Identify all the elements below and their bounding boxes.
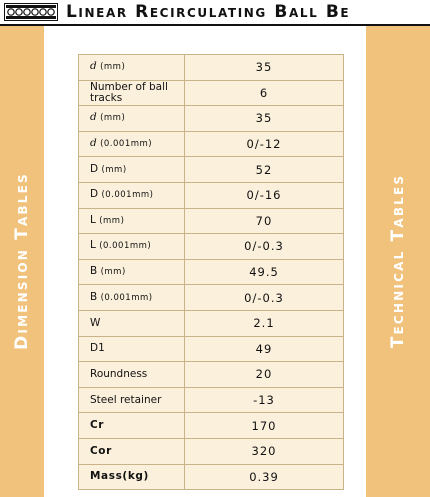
table-row [79,106,344,132]
table-row [79,208,344,234]
row-unit: (mm) [100,62,126,73]
row-label: Roundness [90,367,148,380]
row-value: 0/-0.3 [185,234,344,260]
row-value: 49 [185,336,344,362]
row-label: Steel retainer [90,393,162,406]
table-row [79,259,344,285]
row-label: Cr [90,419,105,432]
row-label-cell [79,310,185,336]
row-unit: (mm) [100,113,126,124]
row-value: 0/-0.3 [185,285,344,311]
table-row [79,80,344,106]
row-value: 0/-12 [185,131,344,157]
row-value: 2.1 [185,310,344,336]
row-label: D [90,188,99,201]
row-label-cell [79,131,185,157]
row-unit: (0.001mm) [100,139,153,150]
technical-tables-label: Technical Tables [388,173,408,349]
row-label-cell [79,336,185,362]
row-label-cell [79,80,185,106]
row-label-cell [79,208,185,234]
table-row [79,157,344,183]
row-value: 0.39 [185,464,344,490]
row-label-cell [79,55,185,81]
row-label: W [90,316,101,329]
row-unit: (mm) [101,164,127,175]
row-label: B [90,290,98,303]
row-unit: (0.001mm) [100,292,153,303]
table-row [79,285,344,311]
row-label-cell [79,387,185,413]
row-label-cell [79,438,185,464]
row-label: L [90,213,96,226]
table-row [79,362,344,388]
row-label-cell [79,234,185,260]
left-side-panel [0,26,44,497]
dimension-tables-label: Dimension Tables [12,172,32,350]
right-side-panel [366,26,430,497]
row-label-cell [79,182,185,208]
table-row [79,182,344,208]
dimension-table [78,54,344,490]
row-value: 20 [185,362,344,388]
row-label: L [90,239,96,252]
row-label: Number of ball tracks [90,80,168,104]
row-value: 320 [185,438,344,464]
ball-bearing-logo-icon [4,3,58,21]
table-row [79,131,344,157]
row-label-cell [79,157,185,183]
row-label-cell [79,106,185,132]
table-row [79,310,344,336]
row-label: Cor [90,444,112,457]
row-label: B [90,265,98,278]
row-value: 170 [185,413,344,439]
table-row [79,336,344,362]
dimension-table-container [78,54,344,490]
table-row [79,55,344,81]
row-label: D [90,162,99,175]
row-label: d [90,137,97,150]
row-value: 70 [185,208,344,234]
row-label-cell [79,259,185,285]
page-title: Linear Recirculating Ball Be [66,2,351,22]
table-row [79,438,344,464]
row-value: 52 [185,157,344,183]
page-header [0,0,430,26]
row-unit: (0.001mm) [99,241,152,252]
row-value: 6 [185,80,344,106]
row-label-cell [79,464,185,490]
row-value: -13 [185,387,344,413]
row-value: 49.5 [185,259,344,285]
row-value: 35 [185,55,344,81]
table-row [79,387,344,413]
table-row [79,464,344,490]
row-label: d [90,111,97,124]
row-label-cell [79,413,185,439]
row-label: D1 [90,342,105,355]
row-unit: (0.001mm) [101,190,154,201]
row-unit: (mm) [99,215,125,226]
table-row [79,234,344,260]
row-value: 35 [185,106,344,132]
row-label: d [90,60,97,73]
row-label-cell [79,285,185,311]
row-value: 0/-16 [185,182,344,208]
row-label: Mass(kg) [90,470,149,483]
row-label-cell [79,362,185,388]
table-row [79,413,344,439]
row-unit: (mm) [100,267,126,278]
